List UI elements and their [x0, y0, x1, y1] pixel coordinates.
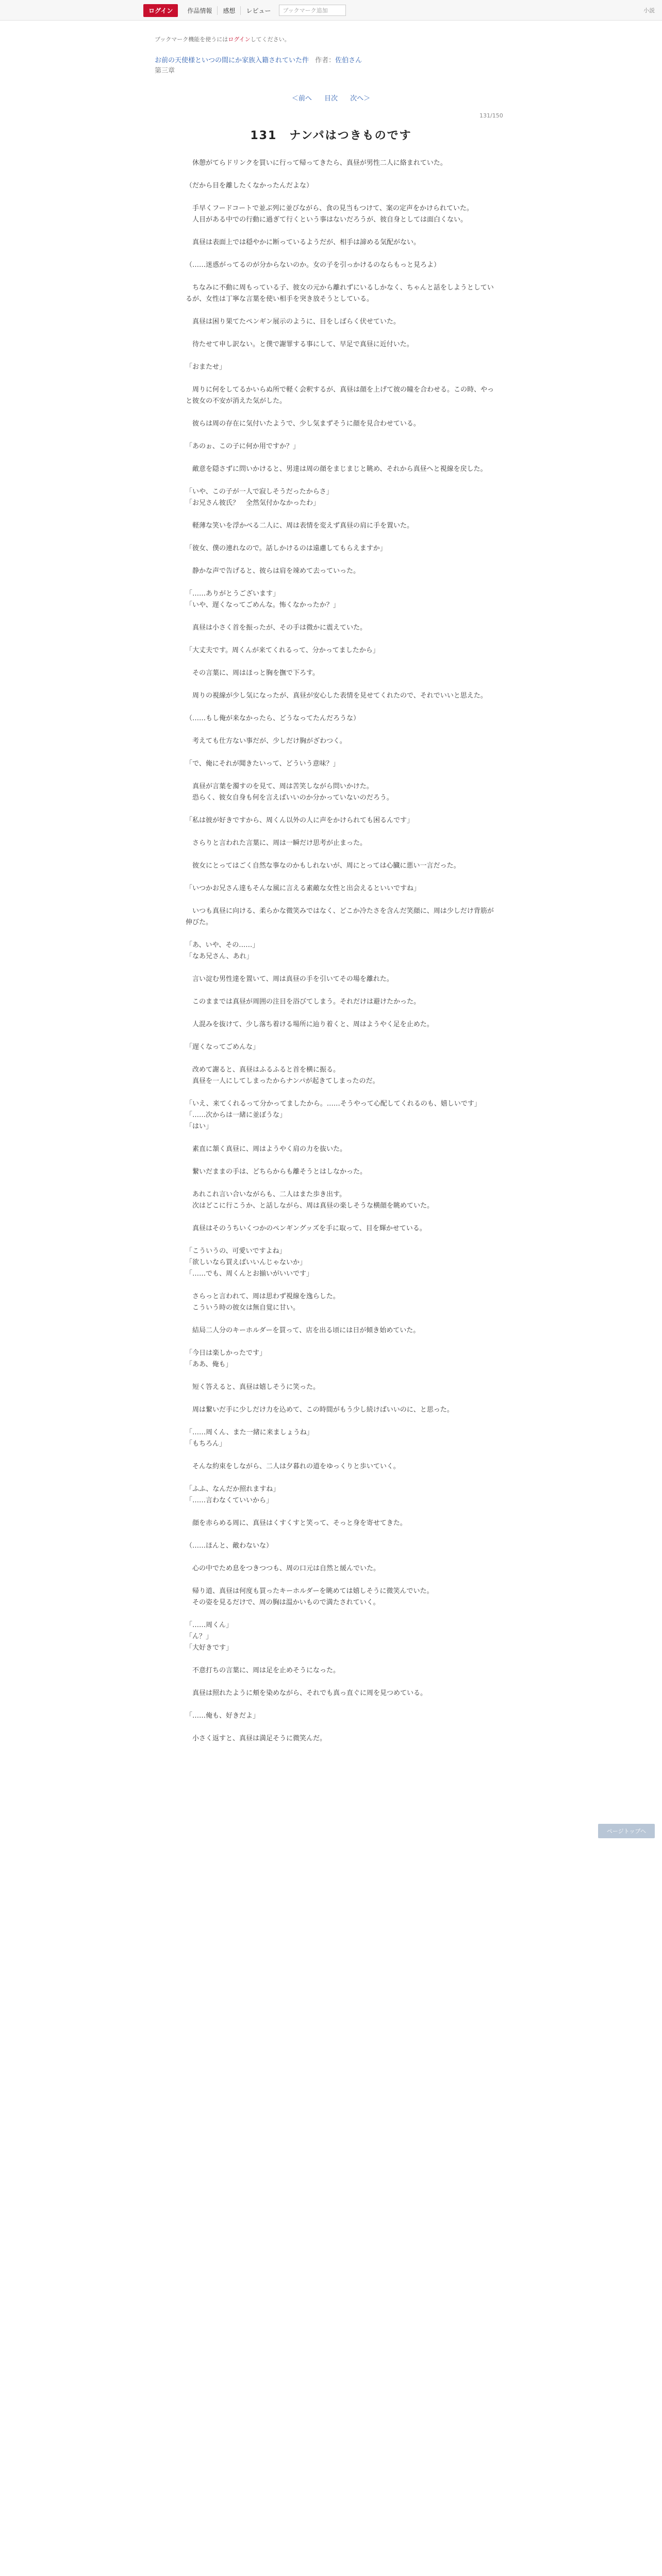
- body-paragraph: 真昼はそのうちいくつかのペンギングッズを手に取って、目を輝かせている。: [186, 1225, 426, 1232]
- corner-link[interactable]: 小説: [643, 7, 655, 14]
- next-page-link[interactable]: 次へ＞: [350, 95, 371, 103]
- body-paragraph: 「ふふ、なんだか照れますね」 「……言わなくていいから」: [186, 1485, 280, 1504]
- body-paragraph: 「大丈夫です。周くんが来てくれるって、分かってましたから」: [186, 647, 379, 654]
- body-paragraph: 真昼は困り果てたペンギン展示のように、目をしばらく伏せていた。: [186, 318, 400, 326]
- page-number: 131/150: [479, 112, 503, 119]
- body-paragraph: 敵意を隠さずに問いかけると、男達は周の顔をまじまじと眺め、それから真昼へと視線を戻した。: [186, 465, 487, 473]
- body-paragraph: 繋いだままの手は、どちらからも離そうとはしなかった。: [186, 1168, 367, 1176]
- nav-link-impressions[interactable]: 感想: [217, 6, 240, 15]
- body-paragraph: 周りの視線が少し気になったが、真昼が安心した表情を見せてくれたので、それでいいと思えた。: [186, 692, 487, 700]
- body-paragraph: いつも真昼に向ける、柔らかな微笑みではなく、どこか冷たさを含んだ笑顔に、周は少しだけ背筋が伸びた。: [186, 907, 494, 926]
- body-paragraph: 素直に頷く真昼に、周はようやく肩の力を抜いた。: [186, 1145, 347, 1153]
- body-paragraph: 「いや、この子が一人で寂しそうだったからさ」 「お兄さん彼氏？ 全然気付かなかったわ」: [186, 488, 333, 507]
- top-nav-items: [143, 4, 346, 16]
- bookmark-add-field[interactable]: ブックマーク追加: [279, 5, 346, 16]
- notice-login-link[interactable]: ログイン: [228, 36, 251, 43]
- body-paragraph: 「……周くん、また一緒に来ましょうね」 「もちろん」: [186, 1429, 313, 1448]
- body-paragraph: 「いつかお兄さん達もそんな風に言える素敵な女性と出会えるといいですね」: [186, 885, 421, 892]
- notice-suffix: してください。: [250, 36, 290, 43]
- body-paragraph: 不意打ちの言葉に、周は足を止めそうになった。: [186, 1667, 340, 1674]
- body-paragraph: 休憩がてらドリンクを買いに行って帰ってきたら、真昼が男性二人に絡まれていた。: [186, 159, 447, 167]
- body-paragraph: 待たせて申し訳ない。と僕で謝罪する事にして、早足で真昼に近付いた。: [186, 341, 413, 348]
- body-paragraph: 心の中でため息をつきつつも、周の口元は自然と緩んでいた。: [186, 1565, 380, 1572]
- body-paragraph: 「私は彼が好きですから、周くん以外の人に声をかけられても困るんです」: [186, 817, 414, 824]
- novel-title-link[interactable]: お前の天使様といつの間にか家族入籍されていた件: [155, 57, 309, 64]
- body-paragraph: 「こういうの、可愛いですよね」 「欲しいなら買えばいいんじゃないか」 「……でも、周くんとお揃いがいいです」: [186, 1247, 313, 1278]
- body-paragraph: 周は繋いだ手に少しだけ力を込めて、この時間がもう少し続けばいいのに、と思った。: [186, 1406, 454, 1414]
- chapter-title: [0, 127, 662, 143]
- body-paragraph: 言い淀む男性達を置いて、周は真昼の手を引いてその場を離れた。: [186, 975, 393, 983]
- author-label: 作者：: [315, 57, 336, 64]
- nav-link-reviews[interactable]: レビュー: [240, 6, 276, 15]
- body-paragraph: （……もし俺が来なかったら、どうなってたんだろうな）: [186, 715, 360, 722]
- body-paragraph: さらりと言われた言葉に、周は一瞬だけ思考が止まった。: [186, 839, 367, 847]
- body-paragraph: 考えても仕方ない事だが、少しだけ胸がざわつく。: [186, 737, 346, 745]
- body-paragraph: そんな約束をしながら、二人は夕暮れの道をゆっくりと歩いていく。: [186, 1463, 400, 1470]
- nav-link-novel-info[interactable]: 作品情報: [187, 7, 212, 14]
- body-paragraph: 「いえ、来てくれるって分かってましたから。……そうやって心配してくれるのも、嬉しいです」 「……次からは一緒に並ぼうな」 「はい」: [186, 1100, 481, 1130]
- body-paragraph: 真昼は照れたように頬を染めながら、それでも真っ直ぐに周を見つめている。: [186, 1689, 427, 1697]
- body-paragraph: 「遅くなってごめんな」: [186, 1043, 260, 1051]
- login-button[interactable]: ログイン: [143, 4, 178, 17]
- page-top-button[interactable]: ページトップへ: [598, 1824, 655, 1838]
- body-paragraph: 人混みを抜けて、少し落ち着ける場所に辿り着くと、周はようやく足を止めた。: [186, 1021, 434, 1028]
- body-paragraph: このままでは真昼が周囲の注目を浴びてしまう。それだけは避けたかった。: [186, 998, 421, 1006]
- body-paragraph: 「彼女、僕の連れなので。話しかけるのは遠慮してもらえますか」: [186, 545, 387, 552]
- body-paragraph: 「……俺も、好きだよ」: [186, 1712, 260, 1720]
- breadcrumb: [155, 56, 362, 76]
- body-paragraph: ちなみに不動に周もっている子、彼女の元から離れずにいるしかなく、ちゃんと話をしようとしているが、女性は丁寧な言葉を使い相手を突き放そうとしている。: [186, 284, 494, 303]
- body-paragraph: （だから目を離したくなかったんだよな）: [186, 182, 313, 190]
- body-paragraph: 「……周くん」 「ん？」 「大好きです」: [186, 1621, 233, 1652]
- bookmark-login-notice: [155, 35, 290, 43]
- body-paragraph: 真昼は小さく首を振ったが、その手は微かに震えていた。: [186, 624, 367, 632]
- chapter-number: 131: [250, 129, 277, 142]
- body-paragraph: 静かな声で告げると、彼らは肩を竦めて去っていった。: [186, 567, 360, 575]
- body-paragraph: その言葉に、周はほっと胸を撫で下ろす。: [186, 669, 319, 677]
- body-paragraph: 「……ありがとうございます」 「いや、遅くなってごめんな。怖くなかったか？」: [186, 590, 340, 609]
- body-paragraph: （……ほんと、敵わないな）: [186, 1542, 273, 1550]
- chapter-title-text: ナンパはつきものです: [289, 129, 412, 142]
- table-of-contents-link[interactable]: 目次: [324, 95, 338, 103]
- notice-prefix: ブックマーク機能を使うには: [155, 36, 228, 43]
- body-paragraph: （……迷惑がってるのが分からないのか。女の子を引っかけるのならもっと見ろよ）: [186, 261, 441, 269]
- body-paragraph: 軽薄な笑いを浮かべる二人に、周は表情を変えず真昼の肩に手を置いた。: [186, 522, 414, 530]
- author-name-link[interactable]: 佐伯さん: [335, 57, 362, 64]
- body-paragraph: 「今日は楽しかったです」 「ああ、俺も」: [186, 1349, 267, 1368]
- chapter-body: [186, 158, 495, 1756]
- body-paragraph: 「おまたせ」: [186, 363, 226, 371]
- body-paragraph: あれこれ言い合いながらも、二人はまた歩き出す。 次はどこに行こうか、と話しながら、周は真昼の楽しそうな横顔を眺めていた。: [192, 1191, 434, 1210]
- body-paragraph: 「あのぉ、この子に何か用ですか？」: [186, 443, 300, 450]
- body-paragraph: 周りに何をしてるかいらぬ所で軽く会釈するが、真昼は顔を上げて彼の瞳を合わせる。この時、やっと彼女の不安が消えた気がした。: [186, 386, 494, 405]
- chapter-group-label: 第三章: [155, 67, 175, 75]
- chapter-pager: [0, 93, 662, 103]
- body-paragraph: 「で、俺にそれが聞きたいって、どういう意味？」: [186, 760, 340, 768]
- body-paragraph: 短く答えると、真昼は嬉しそうに笑った。: [186, 1383, 320, 1391]
- body-paragraph: 彼女にとってはごく自然な事なのかもしれないが、周にとっては心臓に悪い一言だった。: [186, 862, 460, 870]
- body-paragraph: 小さく返すと、真昼は満足そうに微笑んだ。: [186, 1735, 327, 1742]
- body-paragraph: さらっと言われて、周は思わず視線を逸らした。 こういう時の彼女は無自覚に甘い。: [192, 1293, 340, 1312]
- top-navigation-bar: [0, 0, 662, 21]
- body-paragraph: 真昼が言葉を濁すのを見て、周は苦笑しながら問いかけた。 恐らく、彼女自身も何を言えばいいのか分かっていないのだろう。: [192, 783, 393, 802]
- body-paragraph: 改めて謝ると、真昼はふるふると首を横に振る。 真昼を一人にしてしまったからナンパが起きてしまったのだ。: [192, 1066, 379, 1085]
- body-paragraph: 帰り道、真昼は何度も買ったキーホルダーを眺めては嬉しそうに微笑んでいた。 その姿を見るだけで、周の胸は温かいもので満たされていく。: [192, 1587, 434, 1606]
- body-paragraph: 顔を赤らめる周に、真昼はくすくすと笑って、そっと身を寄せてきた。: [186, 1519, 407, 1527]
- prev-page-link[interactable]: ＜前へ: [291, 95, 312, 103]
- body-paragraph: 手早くフードコートで並ぶ列に並びながら、食の見当もつけて、案の定声をかけられていた。 人目がある中での行動に過ぎて行くという事はないだろうが、彼自身としては面白くない。: [192, 205, 473, 224]
- body-paragraph: 真昼は表面上では穏やかに断っているようだが、相手は諦める気配がない。: [186, 239, 421, 246]
- body-paragraph: 結局二人分のキーホルダーを買って、店を出る頃には日が傾き始めていた。: [186, 1327, 420, 1334]
- body-paragraph: 彼らは周の存在に気付いたようで、少し気まずそうに顔を見合わせている。: [186, 420, 420, 428]
- body-paragraph: 「あ、いや、その……」 「なあ兄さん、あれ」: [186, 941, 259, 960]
